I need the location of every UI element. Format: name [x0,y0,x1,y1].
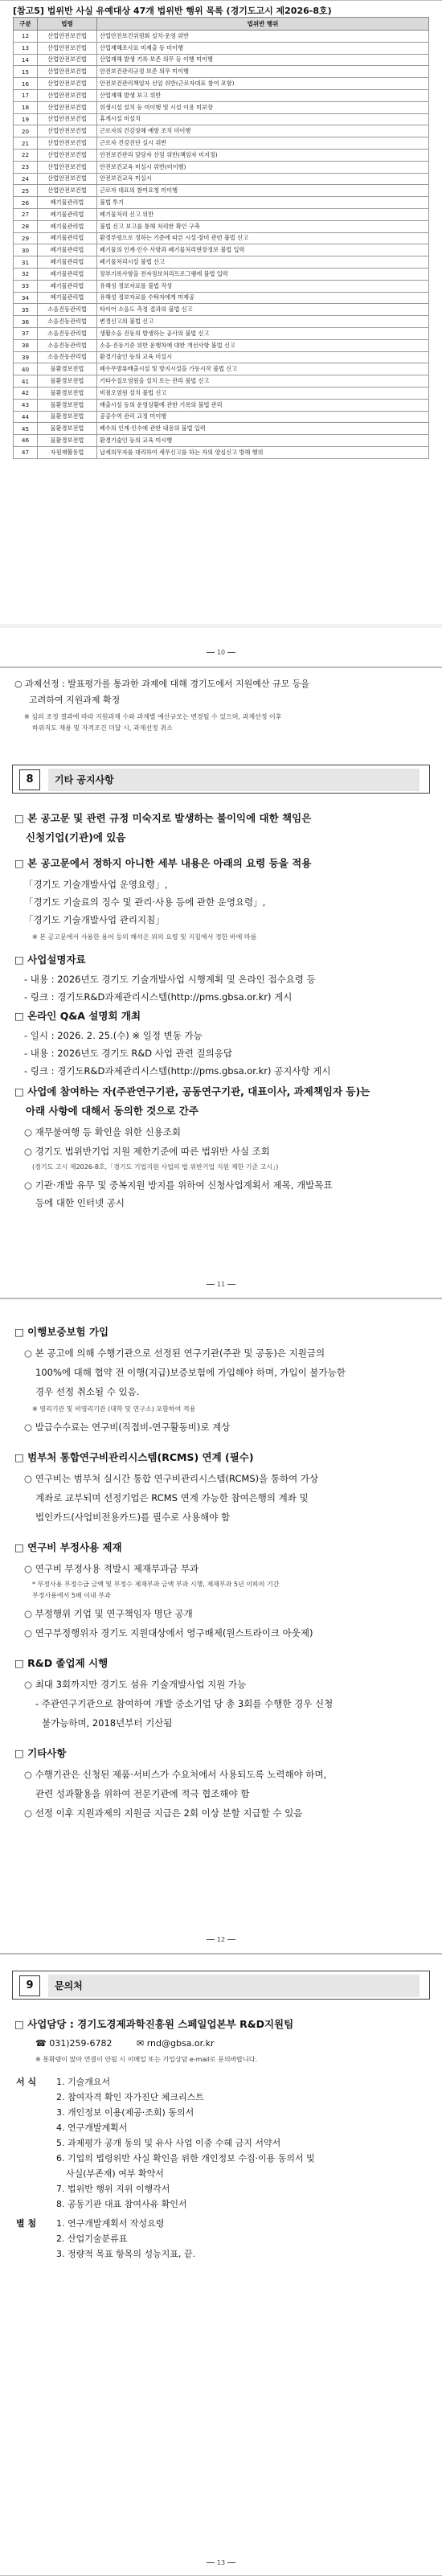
cell-violation: 기타수질오염원을 설치 또는 관리 불법 신고 [97,375,429,388]
table-body [14,31,429,459]
insurance-note: ※ 영리기관 및 비영리기관 (대학 및 연구소) 포함하여 적용 [32,1405,196,1413]
rcms-text: 계좌로 교부되며 선정기업은 RCMS 연계 가능한 참여은행의 계좌 및 [35,1492,309,1503]
cell-law: 폐기물관리법 [38,244,97,256]
cell-violation: 유해성 정보자료를 수탁자에게 미제공 [97,292,429,304]
cell-number: 22 [14,149,38,161]
other-text: ○ 수행기관은 신청된 제품·서비스가 수요처에서 사용되도록 노력해야 하며, [24,1769,327,1780]
cell-law: 물환경보전법 [38,423,97,435]
cell-violation: 휴게시설 미설치 [97,113,429,125]
subheading-other: □ 기타사항 [14,1747,67,1759]
page-12 [0,1298,442,1954]
graduation-text: - 주관연구기관으로 참여하여 개발 중소기업 당 총 3회를 수행한 경우 신청 [35,1698,334,1709]
consent-item-cont: 등에 대한 인터넷 공시 [35,1197,125,1208]
subheading-graduation: □ R&D 졸업제 시행 [14,1657,108,1669]
cell-violation: 근로자 건강진단 실시 위반 [97,137,429,150]
cell-number: 44 [14,411,38,423]
form-item: 2. 참여자격 확인 자가진단 체크리스트 [56,2092,204,2102]
cell-number: 26 [14,197,38,209]
cell-violation: 폐기물의 인계·인수 사항과 폐기물처리현장정보 불법 입력 [97,244,429,256]
cell-number: 18 [14,101,38,113]
cell-violation: 변경신고의 불법 신고 [97,316,429,328]
table-header-row [14,18,429,31]
cell-violation: 폐기물처리 신고 위반 [97,208,429,220]
cell-number: 17 [14,89,38,101]
consent-item: ○ 재무불여행 등 확인을 위한 신용조회 [24,1126,181,1138]
cell-number: 41 [14,375,38,388]
cell-number: 15 [14,66,38,78]
cell-violation: 안전보건교육 미실시 [97,173,429,185]
graduation-text: 불가능하며, 2018년부터 기산됨 [42,1717,173,1729]
cell-violation: 불법 신고 보고를 통해 처리한 확인 구축 [97,220,429,232]
header-law: 법령 [38,18,97,31]
table-row [14,66,429,78]
table-row [14,435,429,447]
table-row [14,363,429,375]
table-row [14,54,429,66]
cell-number: 37 [14,327,38,339]
table-row [14,125,429,137]
cell-law: 산업안전보건법 [38,78,97,90]
cell-number: 43 [14,399,38,411]
table-row [14,161,429,173]
form-item: 8. 공동기관 대표 참여사유 확인서 [56,2199,187,2209]
cell-law: 폐기물관리법 [38,292,97,304]
cell-violation: 배출시설 등의 운영상황에 관한 기록의 불법 관리 [97,399,429,411]
cell-violation: 안전보건교육 미실시 위반(미이행) [97,161,429,173]
cell-violation: 안전보건관리 담당자 선임 위반(책임자 미지정) [97,149,429,161]
cell-number: 38 [14,339,38,351]
cell-law: 폐기물관리법 [38,280,97,292]
consent-heading: □ 사업에 참여하는 자(주관연구기관, 공동연구기관, 대표이사, 과제책임자 등)는 [14,1085,370,1097]
cell-violation: 근로자 대표의 참여요청 미이행 [97,185,429,197]
cell-law: 산업안전보건법 [38,31,97,43]
cell-violation: 납세의무자를 대리하여 세무신고를 하는 자의 양심신고 방해 행위 [97,446,429,458]
cell-violation: 유해성 정보자료를 불법 작성 [97,280,429,292]
cell-number: 14 [14,54,38,66]
table-row [14,89,429,101]
form-item: 5. 과제평가 공개 동의 및 유사 사업 이중 수혜 금지 서약서 [56,2138,281,2148]
cell-number: 27 [14,208,38,220]
insurance-text: 경우 선정 취소될 수 있음. [35,1386,140,1397]
table-row [14,197,429,209]
sanction-text: ○ 연구부정행위자 경기도 지원대상에서 영구배제(원스트라이크 아웃제) [24,1627,313,1639]
cell-violation: 산업재해 발생 기록·보존 의무 등 이행 미이행 [97,54,429,66]
selection-bullet: ○ 과제선정 : 발표평가를 통과한 과제에 대해 경기도에서 지원예산 규모 등을 [14,679,310,689]
page-number: 13 [0,2559,442,2566]
cell-violation: 타이어 소음도 측정 결과의 불법 신고 [97,304,429,316]
annex-item: 1. 연구개발계획서 작성요령 [56,2218,165,2229]
cell-violation: 환경기술인 등의 교육 미실시 [97,351,429,363]
cell-law: 물환경보전법 [38,435,97,447]
cell-number: 32 [14,268,38,280]
form-item: 1. 기술개요서 [56,2077,111,2087]
subheading-sanction: □ 연구비 부정사용 제재 [14,1541,122,1553]
regulation-item: 「경기도 기술개발사업 관리지침」 [24,914,165,925]
table-row [14,327,429,339]
cell-number: 42 [14,387,38,399]
section-title: 문의처 [48,1975,419,1997]
table-row [14,339,429,351]
consent-heading-cont: 아래 사항에 대해서 동의한 것으로 간주 [26,1105,198,1117]
cell-violation: 위생시설 설치 등 미이행 및 시설 이용 미보장 [97,101,429,113]
cell-law: 소음진동관리법 [38,351,97,363]
cell-violation: 비점오염원 설치 불법 신고 [97,387,429,399]
cell-law: 폐기물관리법 [38,208,97,220]
cell-violation: 생활소음 진동의 발생하는 공사의 불법 신고 [97,327,429,339]
table-row [14,411,429,423]
section-title: 기타 공지사항 [48,769,419,791]
table-row [14,423,429,435]
cell-law: 소음진동관리법 [38,339,97,351]
cell-violation: 환경부령으로 정하는 기준에 따른 시설·장비 관련 불법 신고 [97,232,429,244]
insurance-text: ○ 본 공고에 의해 수행기관으로 선정된 연구기관(주관 및 공동)은 지원금의 [24,1347,325,1359]
notice-line: □ 본 공고문에서 정하지 아니한 세부 내용은 아래의 요령 등을 적용 [14,857,312,869]
table-row [14,399,429,411]
notice-line: □ 본 공고문 및 관련 규정 미숙지로 발생하는 불이익에 대한 책임은 [14,812,312,824]
cell-number: 16 [14,78,38,90]
table-row [14,185,429,197]
cell-number: 28 [14,220,38,232]
page-number: 12 [0,1936,442,1943]
cell-number: 33 [14,280,38,292]
table-row [14,208,429,220]
regulation-item: 「경기도 기술개발사업 운영요령」, [24,879,168,890]
table-row [14,375,429,388]
table-row [14,316,429,328]
cell-law: 산업안전보건법 [38,161,97,173]
table-row [14,387,429,399]
graduation-text: ○ 최대 3회까지만 경기도 섬유 기술개발사업 지원 가능 [24,1679,247,1690]
cell-number: 36 [14,316,38,328]
regulation-item: 「경기도 기술료의 징수 및 관리·사용 등에 관한 운영요령」, [24,896,266,908]
form-item: 3. 개인정보 이용(제공·조회) 동의서 [56,2107,194,2118]
cell-number: 25 [14,185,38,197]
cell-law: 소음진동관리법 [38,316,97,328]
cell-violation: 불법 투기 [97,197,429,209]
sanction-note: 부정사용에서 5배 이내 부과 [32,1592,111,1599]
cell-law: 폐기물관리법 [38,256,97,269]
cell-law: 산업안전보건법 [38,113,97,125]
cell-number: 34 [14,292,38,304]
cell-law: 소음진동관리법 [38,304,97,316]
cell-number: 29 [14,232,38,244]
contact-title: □ 사업담당 : 경기도경제과학진흥원 스페일업본부 R&D지원팀 [14,2018,294,2030]
cell-law: 물환경보전법 [38,411,97,423]
cell-law: 산업안전보건법 [38,101,97,113]
cell-law: 물환경보전법 [38,363,97,375]
header-violation: 법위반 행위 [97,18,429,31]
cell-violation: 근로자의 건강장해 예방 조치 미이행 [97,125,429,137]
cell-law: 산업안전보건법 [38,173,97,185]
cell-law: 산업안전보건법 [38,66,97,78]
contact-phone: ☎ 031)259-6782 [35,2038,113,2049]
cell-law: 산업안전보건법 [38,137,97,150]
section-number: 8 [19,769,40,790]
cell-law: 산업안전보건법 [38,89,97,101]
cell-number: 40 [14,363,38,375]
annex-label: 별 첨 [16,2218,37,2229]
cell-violation: 장부기록사항을 전자정보처리프로그램에 불법 입력 [97,268,429,280]
cell-violation: 안전보건관리책임자 선임 위반(근로자대표 참여 포함) [97,78,429,90]
section-header-8 [12,765,430,794]
section-header-9 [12,1971,430,2000]
table-row [14,292,429,304]
selection-bullet-cont: 고려하여 지원과제 확정 [29,695,121,705]
violation-list-table [13,17,429,459]
cell-number: 45 [14,423,38,435]
table-row [14,173,429,185]
cell-violation: 폐수의 인계·인수에 관한 내용의 불법 입력 [97,423,429,435]
cell-number: 24 [14,173,38,185]
cell-law: 물환경보전법 [38,387,97,399]
cell-violation: 산업재해조사표 미제출 등 미이행 [97,42,429,54]
cell-violation: 폐기물처리시설 불법 신고 [97,256,429,269]
cell-law: 산업안전보건법 [38,42,97,54]
cell-violation: 산업안전보건위원회 설치·운영 위반 [97,31,429,43]
regulation-note: ※ 본 공고문에서 사용한 용어 등의 해석은 위의 요령 및 지침에서 정한 바에 따름 [32,933,257,941]
qa-date: - 일시 : 2026. 2. 25.(수) ※ 일정 변동 가능 [24,1030,203,1041]
cell-law: 폐기물관리법 [38,232,97,244]
cell-law: 물환경보전법 [38,375,97,388]
table-row [14,42,429,54]
selection-note: ※ 심의 조정 결과에 따라 지원과제 수와 과제별 예산규모는 변경될 수 있으며, 과제선정 이후 [24,713,282,720]
cell-number: 13 [14,42,38,54]
reference-title: [참고5] 법위반 사실 유예대상 47개 법위반 행위 목록 (경기도고시 제2026-8호) [13,6,332,16]
table-row [14,351,429,363]
cell-law: 물환경보전법 [38,399,97,411]
page-11 [0,667,442,1298]
insurance-text: 100%에 대해 협약 전 이행(지급)보증보험에 가입해야 하며, 가입이 불가능한 [35,1367,346,1378]
consent-item: ○ 기관·개발 유무 및 중복지원 방지를 위하여 신청사업계획서 제목, 개발목표 [24,1179,333,1191]
cell-violation: 폐수무방류배출시설 및 방지시설을 가동시작 불법 신고 [97,363,429,375]
page-number: 11 [0,1281,442,1288]
table-row [14,268,429,280]
cell-number: 20 [14,125,38,137]
table-row [14,149,429,161]
cell-number: 46 [14,435,38,447]
form-item: 사실(부존재) 여부 확약서 [66,2168,164,2179]
cell-law: 폐기물관리법 [38,197,97,209]
rcms-text: 법인카드(사업비전용카드)를 필수로 사용해야 함 [35,1512,231,1523]
selection-note-cont: 하위직도 재용 및 자격조건 미달 시, 과제선정 취소 [32,724,173,732]
cell-law: 산업안전보건법 [38,149,97,161]
cell-violation: 소음·진동기준 위반 운행차에 대한 개선사항 불법 신고 [97,339,429,351]
other-text: 관련 성과활용을 위하여 전문기관에 적극 협조해야 함 [35,1788,250,1799]
cell-law: 산업안전보건법 [38,185,97,197]
sanction-note: * 부정사용 부정수급 금액 및 부정수 제재부과 금액 부과 시행, 제재부과 5년 이하의 기간 [32,1581,280,1588]
contact-email[interactable] [137,2037,215,2051]
form-item: 6. 기업의 법령위반 사실 확인을 위한 개인정보 수집·이용 동의서 및 [56,2153,315,2164]
cell-violation: 안전보건관리규정 보존 의무 미이행 [97,66,429,78]
cell-law: 폐기물관리법 [38,268,97,280]
cell-number: 12 [14,31,38,43]
cell-number: 31 [14,256,38,269]
table-row [14,446,429,458]
forms-label: 서 식 [16,2077,37,2087]
cell-number: 47 [14,446,38,458]
form-item: 7. 법위반 행위 지위 이행각서 [56,2184,170,2194]
subheading-rcms: □ 범부처 통합연구비관리시스템(RCMS) 연계 (필수) [14,1451,254,1463]
table-row [14,304,429,316]
section-number: 9 [19,1975,40,1996]
notice-line: 신청기업(기관)에 있음 [26,831,126,843]
cell-number: 21 [14,137,38,150]
subheading-qa: □ 온라인 Q&A 설명회 개최 [14,1010,141,1022]
table-row [14,220,429,232]
cell-law: 폐기물관리법 [38,220,97,232]
table-row [14,31,429,43]
sanction-text: ○ 부정행위 기업 및 연구책임자 명단 공개 [24,1608,193,1619]
cell-law: 산업안전보건법 [38,54,97,66]
briefing-link: - 링크 : 경기도R&D과제관리시스템(http://pms.gbsa.or.kr) 게시 [24,991,293,1003]
subheading-briefing: □ 사업설명자료 [14,954,86,966]
table-row [14,101,429,113]
page-10 [0,0,442,667]
cell-violation: 공공수역 관리 교정 미이행 [97,411,429,423]
page-13 [0,1954,442,2576]
page-number: 10 [0,649,442,656]
cell-number: 39 [14,351,38,363]
cell-number: 23 [14,161,38,173]
briefing-content: - 내용 : 2026년도 경기도 기술개발사업 시행계획 및 온라인 접수요령 등 [24,974,316,985]
cell-number: 35 [14,304,38,316]
contact-note: ※ 통화량이 많아 연결이 안될 시 이메일 또는 기업상담 e-mail로 문의바랍니다. [35,2056,258,2063]
sanction-text: ○ 연구비 부정사용 적발시 제재부과금 부과 [24,1563,199,1574]
cell-violation: 환경기술인 등의 교육 미시행 [97,435,429,447]
insurance-fee: ○ 발급수수료는 연구비(직접비-연구활동비)로 계상 [24,1421,231,1433]
qa-content: - 내용 : 2026년도 경기도 R&D 사업 관련 질의응답 [24,1048,232,1059]
table-row [14,78,429,90]
cell-number: 30 [14,244,38,256]
form-item: 4. 연구개발계획서 [56,2123,128,2133]
cell-law: 산업안전보건법 [38,125,97,137]
qa-link: - 링크 : 경기도R&D과제관리시스템(http://pms.gbsa.or.kr) 공지사항 게시 [24,1065,331,1077]
email-text[interactable]: ✉ rnd@gbsa.or.kr [137,2038,215,2049]
table-row [14,137,429,150]
table-row [14,232,429,244]
annex-item: 2. 산업기술분류표 [56,2233,128,2244]
consent-note: (경기도 고시 제2026-8호,「경기도 기업지원 사업의 법 위반기업 지원 제한 기준 고시」) [32,1163,279,1171]
other-text: ○ 선정 이후 지원과제의 지원금 지급은 2회 이상 분할 지급할 수 있음 [24,1807,303,1819]
table-row [14,280,429,292]
table-row [14,256,429,269]
table-row [14,113,429,125]
header-category: 구분 [14,18,38,31]
table-row [14,244,429,256]
cell-law: 자원재활용법 [38,446,97,458]
annex-item: 3. 정량적 목표 항목의 성능지표, 끝. [56,2249,196,2259]
consent-item: ○ 경기도 법위반기업 지원 제한기준에 따른 법위반 사실 조회 [24,1146,270,1157]
cell-number: 19 [14,113,38,125]
cell-violation: 산업재해 발생 보고 위반 [97,89,429,101]
page-bottom-margin [0,624,442,628]
rcms-text: ○ 연구비는 범부처 실시간 통합 연구비관리시스템(RCMS)을 통하여 가상 [24,1473,319,1484]
cell-law: 소음진동관리법 [38,327,97,339]
subheading-insurance: □ 이행보증보험 가입 [14,1326,109,1338]
